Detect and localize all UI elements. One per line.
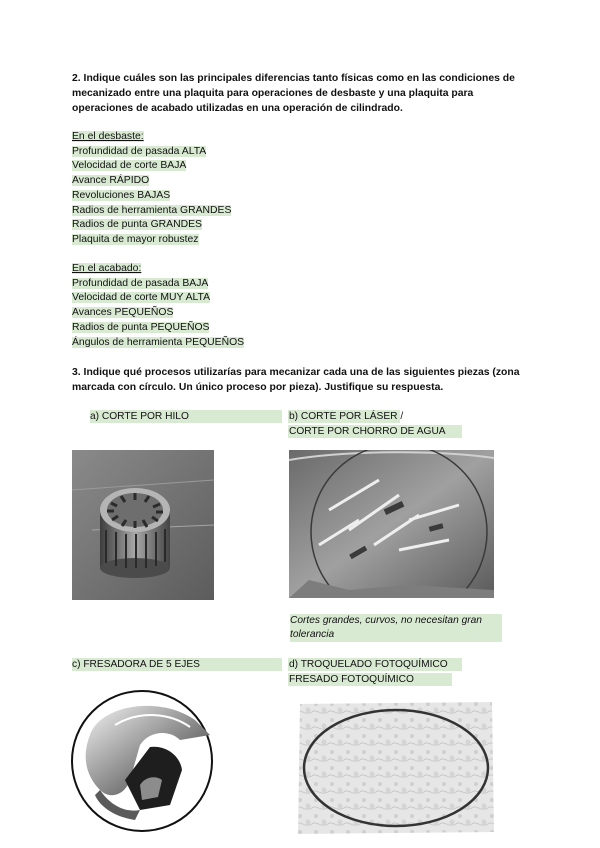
laser-cut-sheet-image bbox=[289, 450, 494, 598]
piece-a-label: a) CORTE POR HILO bbox=[90, 411, 189, 422]
list-item: Radios de punta PEQUEÑOS bbox=[72, 321, 210, 333]
question-3: 3. Indique qué procesos utilizarías para mecanizar cada una de las siguientes piezas (zona marcada con círculo. Un único proceso por pieza). Justifique su respuesta. bbox=[72, 367, 520, 393]
list-item: Avances PEQUEÑOS bbox=[72, 307, 174, 319]
list-item: Velocidad de corte BAJA bbox=[72, 160, 187, 172]
list-item: Radios de herramienta GRANDES bbox=[72, 204, 232, 216]
list-item: Profundidad de pasada ALTA bbox=[72, 145, 207, 157]
piece-b-label-line1: b) CORTE POR LÁSER / bbox=[289, 411, 404, 422]
desbaste-section bbox=[72, 130, 231, 248]
acabado-section bbox=[72, 262, 244, 350]
wire-cut-part-image bbox=[72, 450, 214, 600]
piece-b-label-line2: CORTE POR CHORRO DE AGUA bbox=[289, 426, 446, 437]
list-item: Avance RÁPIDO bbox=[72, 175, 150, 187]
helmet-part-image bbox=[70, 685, 215, 835]
list-item: Revoluciones BAJAS bbox=[72, 189, 171, 201]
question-2: 2. Indique cuáles son las principales diferencias tanto físicas como en las condiciones de mecanizado entre una plaquita para operaciones de desbaste y una plaquita para operaciones de acabado utilizadas en una operación de cilindrado. bbox=[72, 73, 515, 114]
list-item: Velocidad de corte MUY ALTA bbox=[72, 292, 211, 304]
list-item: Ángulos de herramienta PEQUEÑOS bbox=[72, 336, 245, 348]
photochemical-sheet-image bbox=[296, 700, 496, 836]
desbaste-heading: En el desbaste: bbox=[72, 131, 144, 142]
list-item: Plaquita de mayor robustez bbox=[72, 233, 199, 245]
piece-d-label-line1: d) TROQUELADO FOTOQUÍMICO bbox=[289, 659, 448, 670]
piece-d-label-line2: FRESADO FOTOQUÍMICO bbox=[289, 674, 414, 685]
piece-c-label: c) FRESADORA DE 5 EJES bbox=[72, 659, 200, 670]
list-item: Radios de punta GRANDES bbox=[72, 219, 202, 231]
piece-b-note: Cortes grandes, curvos, no necesitan gran tolerancia bbox=[290, 614, 502, 642]
acabado-heading: En el acabado: bbox=[72, 263, 142, 274]
list-item: Profundidad de pasada BAJA bbox=[72, 277, 209, 289]
